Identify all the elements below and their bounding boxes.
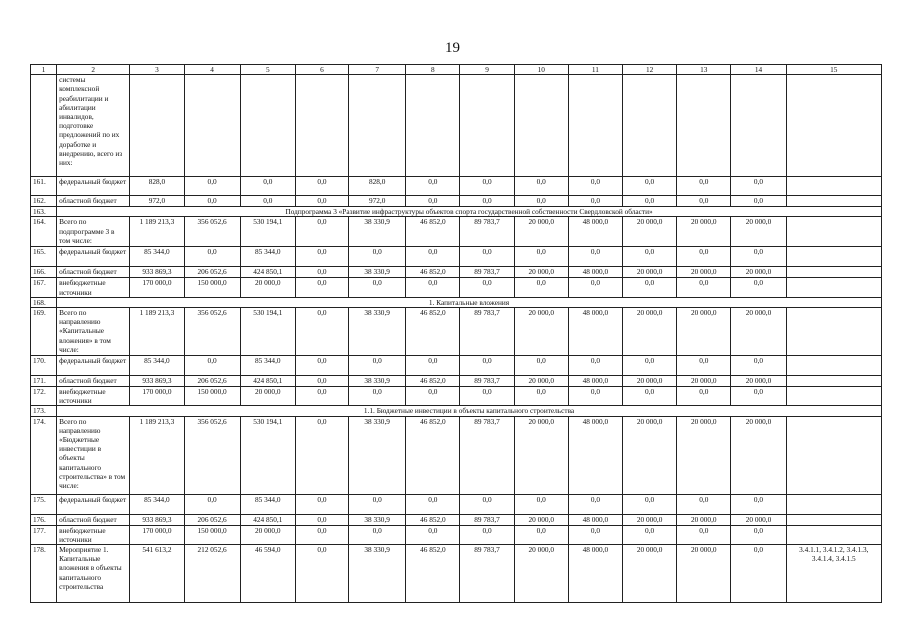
value-cell: 20 000,0 (514, 545, 568, 603)
value-cell: 20 000,0 (623, 217, 677, 247)
section-title: Подпрограмма 3 «Развитие инфраструктуры объектов спорта государственной собственности Свердловской области» (57, 207, 882, 217)
value-cell: 20 000,0 (514, 308, 568, 356)
row-number (31, 75, 57, 177)
value-cell (349, 75, 406, 177)
value-cell: 0,0 (295, 514, 348, 525)
value-cell: 20 000,0 (623, 308, 677, 356)
value-cell: 0,0 (295, 545, 348, 603)
column-header: 7 (349, 65, 406, 75)
value-cell: 0,0 (568, 177, 622, 196)
value-cell: 0,0 (460, 494, 514, 514)
value-cell: 0,0 (460, 247, 514, 267)
table-row (31, 267, 882, 278)
column-header: 4 (184, 65, 240, 75)
value-cell: 38 330,9 (349, 376, 406, 387)
table-row (31, 514, 882, 525)
value-cell: 48 000,0 (568, 545, 622, 603)
value-cell (295, 75, 348, 177)
value-cell: 0,0 (677, 177, 731, 196)
value-cell: 0,0 (406, 494, 460, 514)
value-cell: 0,0 (731, 494, 786, 514)
value-cell: 0,0 (295, 525, 348, 544)
value-cell: 0,0 (295, 267, 348, 278)
value-cell: 20 000,0 (240, 278, 295, 297)
value-cell: 0,0 (568, 278, 622, 297)
value-cell: 0,0 (406, 356, 460, 376)
value-cell: 0,0 (568, 247, 622, 267)
column-header: 9 (460, 65, 514, 75)
value-cell: 20 000,0 (623, 267, 677, 278)
value-cell: 89 783,7 (460, 267, 514, 278)
value-cell: 85 344,0 (130, 247, 184, 267)
value-cell: 0,0 (184, 177, 240, 196)
value-cell: 20 000,0 (240, 387, 295, 406)
value-cell: 0,0 (514, 387, 568, 406)
value-cell (406, 75, 460, 177)
row-label: областной бюджет (57, 267, 130, 278)
target-ref-cell (786, 376, 881, 387)
value-cell: 0,0 (406, 525, 460, 544)
value-cell: 933 869,3 (130, 267, 184, 278)
value-cell: 0,0 (514, 247, 568, 267)
value-cell: 170 000,0 (130, 387, 184, 406)
value-cell: 150 000,0 (184, 387, 240, 406)
value-cell: 0,0 (295, 196, 348, 207)
value-cell: 20 000,0 (731, 514, 786, 525)
value-cell: 0,0 (240, 177, 295, 196)
value-cell: 20 000,0 (514, 416, 568, 494)
value-cell: 170 000,0 (130, 278, 184, 297)
value-cell: 38 330,9 (349, 545, 406, 603)
value-cell: 0,0 (568, 525, 622, 544)
value-cell: 0,0 (349, 247, 406, 267)
value-cell (460, 75, 514, 177)
row-number: 171. (31, 376, 57, 387)
value-cell: 0,0 (406, 387, 460, 406)
row-label: Всего по подпрограмме 3 в том числе: (57, 217, 130, 247)
value-cell: 206 052,6 (184, 267, 240, 278)
value-cell: 20 000,0 (514, 217, 568, 247)
value-cell (731, 75, 786, 177)
value-cell (184, 75, 240, 177)
value-cell: 0,0 (568, 387, 622, 406)
row-number: 177. (31, 525, 57, 544)
table-row (31, 416, 882, 494)
column-header: 10 (514, 65, 568, 75)
value-cell: 0,0 (514, 356, 568, 376)
value-cell: 20 000,0 (731, 308, 786, 356)
value-cell: 933 869,3 (130, 376, 184, 387)
value-cell: 972,0 (349, 196, 406, 207)
value-cell (568, 75, 622, 177)
value-cell: 85 344,0 (130, 356, 184, 376)
target-ref-cell (786, 267, 881, 278)
row-label: системы комплексной реабилитации и абилитации инвалидов, подготовке предложений по их доработке и внедрению, всего из них: (57, 75, 130, 177)
table-row (31, 494, 882, 514)
value-cell: 46 852,0 (406, 308, 460, 356)
row-number: 166. (31, 267, 57, 278)
page-number: 19 (445, 40, 460, 56)
value-cell: 0,0 (677, 356, 731, 376)
target-ref-cell (786, 494, 881, 514)
target-ref-cell (786, 387, 881, 406)
row-number: 164. (31, 217, 57, 247)
target-ref-cell (786, 308, 881, 356)
value-cell: 0,0 (731, 356, 786, 376)
value-cell: 0,0 (568, 494, 622, 514)
column-header: 8 (406, 65, 460, 75)
value-cell: 0,0 (406, 196, 460, 207)
value-cell: 0,0 (460, 387, 514, 406)
value-cell: 38 330,9 (349, 514, 406, 525)
value-cell: 20 000,0 (514, 514, 568, 525)
value-cell: 530 194,1 (240, 217, 295, 247)
value-cell: 20 000,0 (677, 376, 731, 387)
row-label: областной бюджет (57, 196, 130, 207)
value-cell: 0,0 (623, 278, 677, 297)
table-row (31, 387, 882, 406)
value-cell: 48 000,0 (568, 416, 622, 494)
row-number: 172. (31, 387, 57, 406)
value-cell: 48 000,0 (568, 217, 622, 247)
table-row (31, 217, 882, 247)
table-row (31, 545, 882, 603)
value-cell: 20 000,0 (731, 416, 786, 494)
value-cell: 356 052,6 (184, 416, 240, 494)
value-cell: 0,0 (240, 196, 295, 207)
target-ref-cell (786, 75, 881, 177)
value-cell: 0,0 (677, 387, 731, 406)
row-number: 174. (31, 416, 57, 494)
value-cell: 20 000,0 (623, 376, 677, 387)
target-ref-cell (786, 196, 881, 207)
column-header: 6 (295, 65, 348, 75)
column-header: 2 (57, 65, 130, 75)
section-title: 1. Капитальные вложения (57, 297, 882, 307)
value-cell: 0,0 (677, 494, 731, 514)
table-row (31, 196, 882, 207)
value-cell: 0,0 (677, 247, 731, 267)
value-cell: 0,0 (406, 278, 460, 297)
value-cell: 0,0 (460, 196, 514, 207)
table-row (31, 308, 882, 356)
table-row (31, 376, 882, 387)
row-number: 169. (31, 308, 57, 356)
value-cell: 0,0 (295, 376, 348, 387)
value-cell: 0,0 (623, 525, 677, 544)
row-label: внебюджетные источники (57, 525, 130, 544)
value-cell: 0,0 (295, 308, 348, 356)
row-label: областной бюджет (57, 376, 130, 387)
value-cell: 46 594,0 (240, 545, 295, 603)
value-cell: 0,0 (349, 387, 406, 406)
value-cell: 0,0 (460, 177, 514, 196)
table-row (31, 525, 882, 544)
value-cell: 20 000,0 (677, 267, 731, 278)
value-cell: 0,0 (295, 177, 348, 196)
column-header: 15 (786, 65, 881, 75)
row-label: федеральный бюджет (57, 177, 130, 196)
value-cell: 48 000,0 (568, 376, 622, 387)
value-cell (240, 75, 295, 177)
table-row (31, 247, 882, 267)
value-cell: 0,0 (677, 196, 731, 207)
row-number: 178. (31, 545, 57, 603)
value-cell: 0,0 (514, 196, 568, 207)
value-cell: 0,0 (349, 494, 406, 514)
value-cell: 20 000,0 (677, 308, 731, 356)
value-cell: 0,0 (568, 356, 622, 376)
value-cell: 0,0 (295, 217, 348, 247)
value-cell: 0,0 (295, 247, 348, 267)
value-cell: 206 052,6 (184, 514, 240, 525)
target-ref-cell (786, 217, 881, 247)
value-cell: 0,0 (623, 494, 677, 514)
value-cell: 89 783,7 (460, 376, 514, 387)
value-cell: 0,0 (623, 196, 677, 207)
column-header: 11 (568, 65, 622, 75)
value-cell: 20 000,0 (514, 376, 568, 387)
value-cell: 0,0 (184, 356, 240, 376)
value-cell: 20 000,0 (623, 514, 677, 525)
row-number: 163. (31, 207, 57, 217)
target-ref-cell (786, 356, 881, 376)
value-cell: 0,0 (349, 356, 406, 376)
value-cell: 972,0 (130, 196, 184, 207)
column-header: 12 (623, 65, 677, 75)
value-cell: 0,0 (349, 278, 406, 297)
value-cell: 0,0 (731, 525, 786, 544)
value-cell: 0,0 (406, 177, 460, 196)
section-row (31, 297, 882, 307)
value-cell: 20 000,0 (623, 545, 677, 603)
value-cell (623, 75, 677, 177)
target-ref-cell (786, 525, 881, 544)
row-number: 162. (31, 196, 57, 207)
value-cell: 424 850,1 (240, 267, 295, 278)
value-cell: 933 869,3 (130, 514, 184, 525)
value-cell: 38 330,9 (349, 217, 406, 247)
value-cell: 1 189 213,3 (130, 217, 184, 247)
row-label: федеральный бюджет (57, 356, 130, 376)
value-cell: 828,0 (130, 177, 184, 196)
value-cell: 1 189 213,3 (130, 308, 184, 356)
target-ref-cell (786, 416, 881, 494)
column-header: 14 (731, 65, 786, 75)
value-cell: 356 052,6 (184, 217, 240, 247)
value-cell: 89 783,7 (460, 416, 514, 494)
value-cell: 0,0 (295, 278, 348, 297)
column-header: 1 (31, 65, 57, 75)
value-cell: 46 852,0 (406, 376, 460, 387)
value-cell: 0,0 (460, 278, 514, 297)
value-cell: 0,0 (295, 387, 348, 406)
section-row (31, 406, 882, 416)
row-number: 165. (31, 247, 57, 267)
value-cell: 150 000,0 (184, 278, 240, 297)
column-header-row (31, 65, 882, 75)
value-cell: 0,0 (677, 278, 731, 297)
value-cell: 0,0 (295, 494, 348, 514)
value-cell: 20 000,0 (677, 416, 731, 494)
value-cell: 0,0 (623, 247, 677, 267)
column-header: 3 (130, 65, 184, 75)
target-ref-cell (786, 514, 881, 525)
value-cell: 20 000,0 (623, 416, 677, 494)
value-cell: 828,0 (349, 177, 406, 196)
value-cell: 0,0 (184, 196, 240, 207)
row-label: Всего по направлению «Бюджетные инвестиции в объекты капитального строительства» в том числе: (57, 416, 130, 494)
table-row (31, 75, 882, 177)
value-cell: 0,0 (406, 247, 460, 267)
value-cell: 89 783,7 (460, 308, 514, 356)
value-cell: 20 000,0 (677, 545, 731, 603)
row-label: областной бюджет (57, 514, 130, 525)
value-cell: 0,0 (514, 525, 568, 544)
value-cell: 20 000,0 (514, 267, 568, 278)
value-cell: 20 000,0 (677, 217, 731, 247)
table-row (31, 278, 882, 297)
section-row (31, 207, 882, 217)
row-number: 173. (31, 406, 57, 416)
value-cell: 206 052,6 (184, 376, 240, 387)
row-number: 161. (31, 177, 57, 196)
value-cell: 89 783,7 (460, 514, 514, 525)
value-cell: 530 194,1 (240, 416, 295, 494)
value-cell: 541 613,2 (130, 545, 184, 603)
value-cell: 150 000,0 (184, 525, 240, 544)
value-cell: 0,0 (514, 494, 568, 514)
value-cell: 1 189 213,3 (130, 416, 184, 494)
row-number: 167. (31, 278, 57, 297)
value-cell: 0,0 (295, 356, 348, 376)
value-cell: 46 852,0 (406, 416, 460, 494)
value-cell: 0,0 (295, 416, 348, 494)
value-cell: 0,0 (731, 177, 786, 196)
value-cell: 46 852,0 (406, 267, 460, 278)
value-cell: 20 000,0 (731, 376, 786, 387)
value-cell (677, 75, 731, 177)
value-cell: 530 194,1 (240, 308, 295, 356)
table-row (31, 177, 882, 196)
value-cell: 89 783,7 (460, 217, 514, 247)
value-cell: 85 344,0 (240, 494, 295, 514)
value-cell: 0,0 (349, 525, 406, 544)
value-cell: 0,0 (514, 278, 568, 297)
value-cell: 424 850,1 (240, 376, 295, 387)
target-ref-cell: 3.4.1.1, 3.4.1.2, 3.4.1.3, 3.4.1.4, 3.4.1.5 (786, 545, 881, 603)
target-ref-cell (786, 278, 881, 297)
value-cell: 48 000,0 (568, 308, 622, 356)
value-cell (514, 75, 568, 177)
table-body (31, 65, 882, 603)
value-cell: 20 000,0 (677, 514, 731, 525)
row-label: внебюджетные источники (57, 278, 130, 297)
value-cell: 212 052,6 (184, 545, 240, 603)
row-label: федеральный бюджет (57, 247, 130, 267)
value-cell: 85 344,0 (240, 356, 295, 376)
value-cell: 0,0 (623, 356, 677, 376)
column-header: 5 (240, 65, 295, 75)
value-cell: 0,0 (623, 177, 677, 196)
value-cell: 0,0 (460, 356, 514, 376)
row-label: Всего по направлению «Капитальные вложения» в том числе: (57, 308, 130, 356)
value-cell: 0,0 (731, 196, 786, 207)
column-header: 13 (677, 65, 731, 75)
value-cell: 0,0 (184, 247, 240, 267)
row-number: 170. (31, 356, 57, 376)
value-cell: 48 000,0 (568, 267, 622, 278)
value-cell: 20 000,0 (731, 217, 786, 247)
value-cell: 0,0 (460, 525, 514, 544)
value-cell: 46 852,0 (406, 545, 460, 603)
value-cell: 46 852,0 (406, 217, 460, 247)
target-ref-cell (786, 247, 881, 267)
value-cell: 46 852,0 (406, 514, 460, 525)
row-label: внебюджетные источники (57, 387, 130, 406)
row-number: 176. (31, 514, 57, 525)
section-title: 1.1. Бюджетные инвестиции в объекты капитального строительства (57, 406, 882, 416)
value-cell: 48 000,0 (568, 514, 622, 525)
value-cell: 20 000,0 (731, 267, 786, 278)
value-cell: 0,0 (184, 494, 240, 514)
value-cell: 0,0 (677, 525, 731, 544)
row-label: Мероприятие 1. Капитальные вложения в объекты капитального строительства (57, 545, 130, 603)
value-cell: 89 783,7 (460, 545, 514, 603)
value-cell (130, 75, 184, 177)
value-cell: 0,0 (731, 387, 786, 406)
target-ref-cell (786, 177, 881, 196)
value-cell: 38 330,9 (349, 267, 406, 278)
row-label: федеральный бюджет (57, 494, 130, 514)
table-row (31, 356, 882, 376)
value-cell: 85 344,0 (240, 247, 295, 267)
value-cell: 0,0 (731, 278, 786, 297)
budget-table (30, 64, 882, 603)
value-cell: 356 052,6 (184, 308, 240, 356)
value-cell: 0,0 (623, 387, 677, 406)
row-number: 168. (31, 297, 57, 307)
value-cell: 170 000,0 (130, 525, 184, 544)
value-cell: 0,0 (568, 196, 622, 207)
row-number: 175. (31, 494, 57, 514)
value-cell: 20 000,0 (240, 525, 295, 544)
value-cell: 0,0 (731, 247, 786, 267)
value-cell: 38 330,9 (349, 416, 406, 494)
value-cell: 424 850,1 (240, 514, 295, 525)
value-cell: 0,0 (514, 177, 568, 196)
value-cell: 85 344,0 (130, 494, 184, 514)
value-cell: 0,0 (731, 545, 786, 603)
value-cell: 38 330,9 (349, 308, 406, 356)
